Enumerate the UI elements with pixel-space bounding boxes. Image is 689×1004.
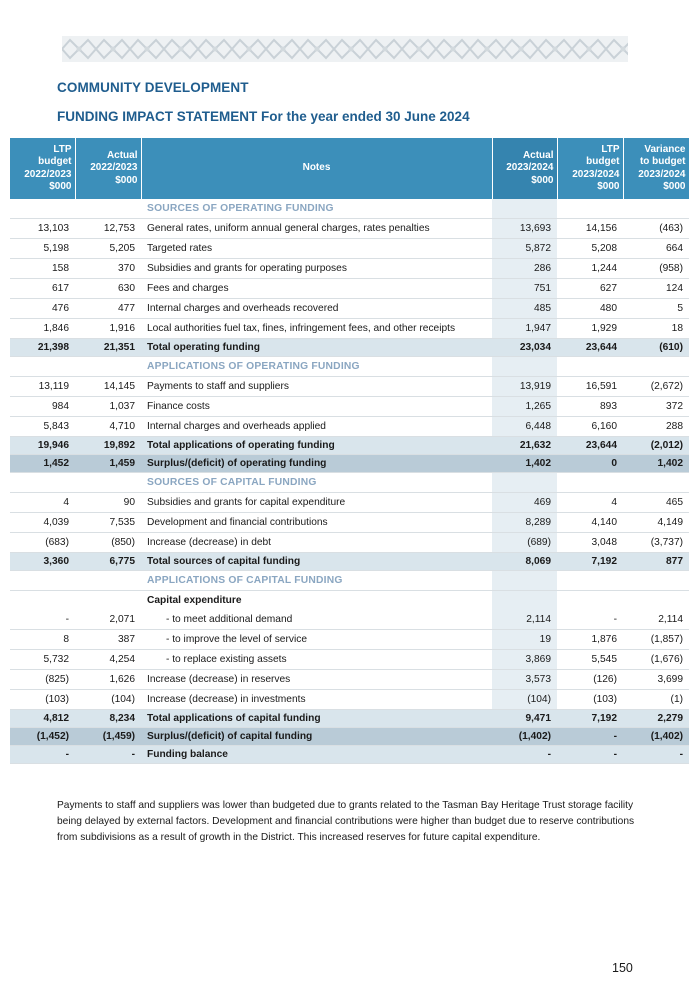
column-header xyxy=(492,138,557,199)
column-header-line: 2023/2024 xyxy=(506,162,554,174)
table-cell: (3,737) xyxy=(623,533,689,553)
table-cell xyxy=(10,473,75,493)
table-cell xyxy=(492,591,557,611)
table-cell: (103) xyxy=(10,690,75,710)
column-header-line: 2022/2023 xyxy=(24,168,72,180)
column-header-line: Variance xyxy=(644,143,686,155)
table-cell: (463) xyxy=(623,219,689,239)
table-cell xyxy=(10,357,75,377)
row-label: Finance costs xyxy=(141,397,492,417)
table-cell xyxy=(492,571,557,591)
table-cell: 3,869 xyxy=(492,650,557,670)
table-cell: 8,289 xyxy=(492,513,557,533)
table-cell: (1,402) xyxy=(492,728,557,746)
table-cell xyxy=(557,591,623,611)
table-cell xyxy=(10,591,75,611)
table-cell: 465 xyxy=(623,493,689,513)
table-cell: 4,149 xyxy=(623,513,689,533)
row-label: - to improve the level of service xyxy=(141,630,492,650)
row-label: Funding balance xyxy=(141,746,492,764)
table-cell: 23,644 xyxy=(557,339,623,357)
table-row xyxy=(10,377,689,397)
table-cell xyxy=(623,357,689,377)
table-cell: 0 xyxy=(557,455,623,473)
pattern-icon xyxy=(62,36,628,62)
table-cell: (683) xyxy=(10,533,75,553)
table-cell: 3,573 xyxy=(492,670,557,690)
table-cell: 5,843 xyxy=(10,417,75,437)
table-row xyxy=(10,591,689,611)
table-row xyxy=(10,259,689,279)
table-cell: 984 xyxy=(10,397,75,417)
table-cell: 2,114 xyxy=(492,610,557,630)
table-cell xyxy=(623,473,689,493)
table-cell: 1,459 xyxy=(75,455,141,473)
row-label: Increase (decrease) in debt xyxy=(141,533,492,553)
column-header xyxy=(10,138,75,199)
table-cell: 21,398 xyxy=(10,339,75,357)
table-cell: 4,039 xyxy=(10,513,75,533)
table-cell: 18 xyxy=(623,319,689,339)
table-cell: 476 xyxy=(10,299,75,319)
table-cell: 6,448 xyxy=(492,417,557,437)
table-cell: - xyxy=(492,746,557,764)
table-cell: (1,459) xyxy=(75,728,141,746)
table-row xyxy=(10,728,689,746)
table-row xyxy=(10,746,689,764)
table-cell: 3,699 xyxy=(623,670,689,690)
table-cell: (1,857) xyxy=(623,630,689,650)
table-cell: 124 xyxy=(623,279,689,299)
column-header-line: $000 xyxy=(531,174,554,186)
table-cell: 5,208 xyxy=(557,239,623,259)
column-header xyxy=(75,138,141,199)
table-cell: 1,947 xyxy=(492,319,557,339)
table-cell: 6,775 xyxy=(75,553,141,571)
table-cell: 16,591 xyxy=(557,377,623,397)
table-cell: 158 xyxy=(10,259,75,279)
table-cell: 370 xyxy=(75,259,141,279)
row-label: - to meet additional demand xyxy=(141,610,492,630)
table-cell: 3,048 xyxy=(557,533,623,553)
table-row xyxy=(10,417,689,437)
table-row xyxy=(10,553,689,571)
table-cell: 13,919 xyxy=(492,377,557,397)
column-header-line: Actual xyxy=(522,149,554,161)
table-cell: 21,632 xyxy=(492,437,557,455)
table-row xyxy=(10,455,689,473)
table-cell: 5,732 xyxy=(10,650,75,670)
table-cell: - xyxy=(557,746,623,764)
table-header-row xyxy=(10,138,689,199)
table-cell xyxy=(557,473,623,493)
table-cell: 372 xyxy=(623,397,689,417)
column-header-line: budget xyxy=(38,156,72,167)
table-cell: 19,946 xyxy=(10,437,75,455)
column-header-line: $000 xyxy=(663,181,686,192)
footnote-text: Payments to staff and suppliers was lower than budgeted due to grants related to the Tasman Bay Heritage Trust storage facility being delayed by external factors. Development and financial contributions were higher than budget due to reserve contributions from subdivisions as a result of growth in the District. This increased reserves for future capital expenditure. xyxy=(57,800,635,843)
table-cell xyxy=(75,357,141,377)
table-cell: - xyxy=(557,610,623,630)
table-cell xyxy=(623,571,689,591)
table-cell: 1,402 xyxy=(492,455,557,473)
table-cell: 4,140 xyxy=(557,513,623,533)
table-body xyxy=(10,199,689,764)
table-cell: (825) xyxy=(10,670,75,690)
table-cell xyxy=(75,473,141,493)
table-cell xyxy=(623,199,689,219)
table-cell: 12,753 xyxy=(75,219,141,239)
table-cell: 630 xyxy=(75,279,141,299)
table-row xyxy=(10,473,689,493)
table-cell: (104) xyxy=(492,690,557,710)
table-cell: 1,402 xyxy=(623,455,689,473)
table-cell: 4 xyxy=(10,493,75,513)
row-label: Subsidies and grants for capital expenditure xyxy=(141,493,492,513)
table-cell: (126) xyxy=(557,670,623,690)
table-cell xyxy=(557,571,623,591)
statement-title: FUNDING IMPACT STATEMENT For the year ended 30 June 2024 xyxy=(57,109,470,124)
table-cell: 1,244 xyxy=(557,259,623,279)
table-cell: 288 xyxy=(623,417,689,437)
table-cell: 7,192 xyxy=(557,553,623,571)
table-cell: (1,402) xyxy=(623,728,689,746)
table-cell: 13,693 xyxy=(492,219,557,239)
table-cell: 469 xyxy=(492,493,557,513)
table-cell: 7,535 xyxy=(75,513,141,533)
row-label: Surplus/(deficit) of capital funding xyxy=(141,728,492,746)
table-cell: - xyxy=(623,746,689,764)
column-header xyxy=(623,138,689,199)
table-cell: - xyxy=(75,746,141,764)
subsection-label: Capital expenditure xyxy=(147,595,242,606)
table-cell: 13,119 xyxy=(10,377,75,397)
table-cell: (850) xyxy=(75,533,141,553)
table-cell: (2,012) xyxy=(623,437,689,455)
table-cell: 5,205 xyxy=(75,239,141,259)
table-cell: 3,360 xyxy=(10,553,75,571)
table-row xyxy=(10,199,689,219)
table-cell xyxy=(75,591,141,611)
row-label: Subsidies and grants for operating purposes xyxy=(141,259,492,279)
row-label: Surplus/(deficit) of operating funding xyxy=(141,455,492,473)
decorative-pattern-banner xyxy=(62,36,628,62)
table-cell: (958) xyxy=(623,259,689,279)
table-cell: 5,198 xyxy=(10,239,75,259)
table-cell: 8,234 xyxy=(75,710,141,728)
column-header-line: $000 xyxy=(597,181,620,192)
row-label: - to replace existing assets xyxy=(141,650,492,670)
row-label: Development and financial contributions xyxy=(141,513,492,533)
column-header-line: LTP xyxy=(53,143,72,155)
table-cell: 1,265 xyxy=(492,397,557,417)
table-cell: 751 xyxy=(492,279,557,299)
table-cell: 2,279 xyxy=(623,710,689,728)
table-cell: 627 xyxy=(557,279,623,299)
column-header-line: 2023/2024 xyxy=(638,168,686,180)
row-label: Internal charges and overheads applied xyxy=(141,417,492,437)
table-cell: 1,916 xyxy=(75,319,141,339)
table-row xyxy=(10,670,689,690)
table-cell: 14,156 xyxy=(557,219,623,239)
table-cell xyxy=(492,357,557,377)
table-cell: 8 xyxy=(10,630,75,650)
row-label: Total operating funding xyxy=(141,339,492,357)
table-row xyxy=(10,610,689,630)
row-label: Payments to staff and suppliers xyxy=(141,377,492,397)
table-cell xyxy=(75,571,141,591)
column-header-line: 2023/2024 xyxy=(572,168,620,180)
table-cell xyxy=(75,199,141,219)
table-row xyxy=(10,690,689,710)
table-cell: 4 xyxy=(557,493,623,513)
table-cell xyxy=(557,357,623,377)
table-cell xyxy=(10,571,75,591)
table-cell: 387 xyxy=(75,630,141,650)
table-cell: 14,145 xyxy=(75,377,141,397)
row-label: Increase (decrease) in investments xyxy=(141,690,492,710)
table-cell: 485 xyxy=(492,299,557,319)
table-row xyxy=(10,239,689,259)
table-row xyxy=(10,533,689,553)
table-cell: 4,812 xyxy=(10,710,75,728)
table-cell: (1) xyxy=(623,690,689,710)
table-cell: 23,644 xyxy=(557,437,623,455)
table-cell: 21,351 xyxy=(75,339,141,357)
section-label: SOURCES OF CAPITAL FUNDING xyxy=(141,473,492,493)
table-row xyxy=(10,357,689,377)
table-cell: 1,876 xyxy=(557,630,623,650)
table-row xyxy=(10,437,689,455)
table-row xyxy=(10,513,689,533)
table-row xyxy=(10,493,689,513)
table-cell: 9,471 xyxy=(492,710,557,728)
table-cell: 1,452 xyxy=(10,455,75,473)
table-cell: 480 xyxy=(557,299,623,319)
row-label: Targeted rates xyxy=(141,239,492,259)
column-header-line: $000 xyxy=(49,181,72,192)
table-row xyxy=(10,299,689,319)
table-cell: 5,872 xyxy=(492,239,557,259)
table-cell xyxy=(557,199,623,219)
table-cell: - xyxy=(10,746,75,764)
section-label: APPLICATIONS OF CAPITAL FUNDING xyxy=(141,571,492,591)
table-row xyxy=(10,279,689,299)
row-label: Fees and charges xyxy=(141,279,492,299)
table-cell: 4,710 xyxy=(75,417,141,437)
row-label: Total sources of capital funding xyxy=(141,553,492,571)
table-row xyxy=(10,397,689,417)
column-header xyxy=(141,138,492,199)
table-row xyxy=(10,710,689,728)
table-cell: 2,071 xyxy=(75,610,141,630)
table-cell: 286 xyxy=(492,259,557,279)
row-label: Internal charges and overheads recovered xyxy=(141,299,492,319)
table-cell: 2,114 xyxy=(623,610,689,630)
table-cell: 664 xyxy=(623,239,689,259)
table-cell: 477 xyxy=(75,299,141,319)
table-row xyxy=(10,219,689,239)
table-cell: 90 xyxy=(75,493,141,513)
table-cell: (103) xyxy=(557,690,623,710)
table-row xyxy=(10,571,689,591)
table-cell: 1,846 xyxy=(10,319,75,339)
table-cell: - xyxy=(10,610,75,630)
column-header-line: 2022/2023 xyxy=(90,162,138,174)
funding-impact-table xyxy=(10,138,689,764)
table-cell: 893 xyxy=(557,397,623,417)
column-header xyxy=(557,138,623,199)
table-row xyxy=(10,339,689,357)
table-cell: 1,929 xyxy=(557,319,623,339)
column-header-line: budget xyxy=(586,156,620,167)
row-label: Total applications of operating funding xyxy=(141,437,492,455)
column-header-line: Notes xyxy=(302,162,331,174)
row-label: Increase (decrease) in reserves xyxy=(141,670,492,690)
column-header-line: $000 xyxy=(115,174,138,186)
row-label: General rates, uniform annual general charges, rates penalties xyxy=(141,219,492,239)
page-number: 150 xyxy=(612,961,633,975)
table-cell: 1,037 xyxy=(75,397,141,417)
table-cell: 7,192 xyxy=(557,710,623,728)
table-cell: 617 xyxy=(10,279,75,299)
table-cell: 877 xyxy=(623,553,689,571)
table-cell: (689) xyxy=(492,533,557,553)
column-header-line: to budget xyxy=(639,156,686,167)
section-heading: COMMUNITY DEVELOPMENT xyxy=(57,80,249,95)
table-cell: (2,672) xyxy=(623,377,689,397)
table-cell: 4,254 xyxy=(75,650,141,670)
table-cell xyxy=(623,591,689,611)
table-cell xyxy=(492,199,557,219)
table-row xyxy=(10,319,689,339)
table-row xyxy=(10,650,689,670)
table-row xyxy=(10,630,689,650)
table-cell: 13,103 xyxy=(10,219,75,239)
table-cell: (610) xyxy=(623,339,689,357)
section-label: APPLICATIONS OF OPERATING FUNDING xyxy=(141,357,492,377)
table-cell: (1,676) xyxy=(623,650,689,670)
section-label: SOURCES OF OPERATING FUNDING xyxy=(141,199,492,219)
row-label: Local authorities fuel tax, fines, infringement fees, and other receipts xyxy=(141,319,492,339)
table-cell: 23,034 xyxy=(492,339,557,357)
table-cell: (104) xyxy=(75,690,141,710)
table-cell: 19,892 xyxy=(75,437,141,455)
table-cell: 5 xyxy=(623,299,689,319)
table-cell: 8,069 xyxy=(492,553,557,571)
table-cell: 19 xyxy=(492,630,557,650)
table-cell xyxy=(492,473,557,493)
table-cell: 1,626 xyxy=(75,670,141,690)
table-cell: 6,160 xyxy=(557,417,623,437)
row-label: Total applications of capital funding xyxy=(141,710,492,728)
table-cell: - xyxy=(557,728,623,746)
table-cell: 5,545 xyxy=(557,650,623,670)
table-cell: (1,452) xyxy=(10,728,75,746)
column-header-line: LTP xyxy=(601,143,620,155)
table-cell xyxy=(10,199,75,219)
column-header-line: Actual xyxy=(106,149,138,161)
